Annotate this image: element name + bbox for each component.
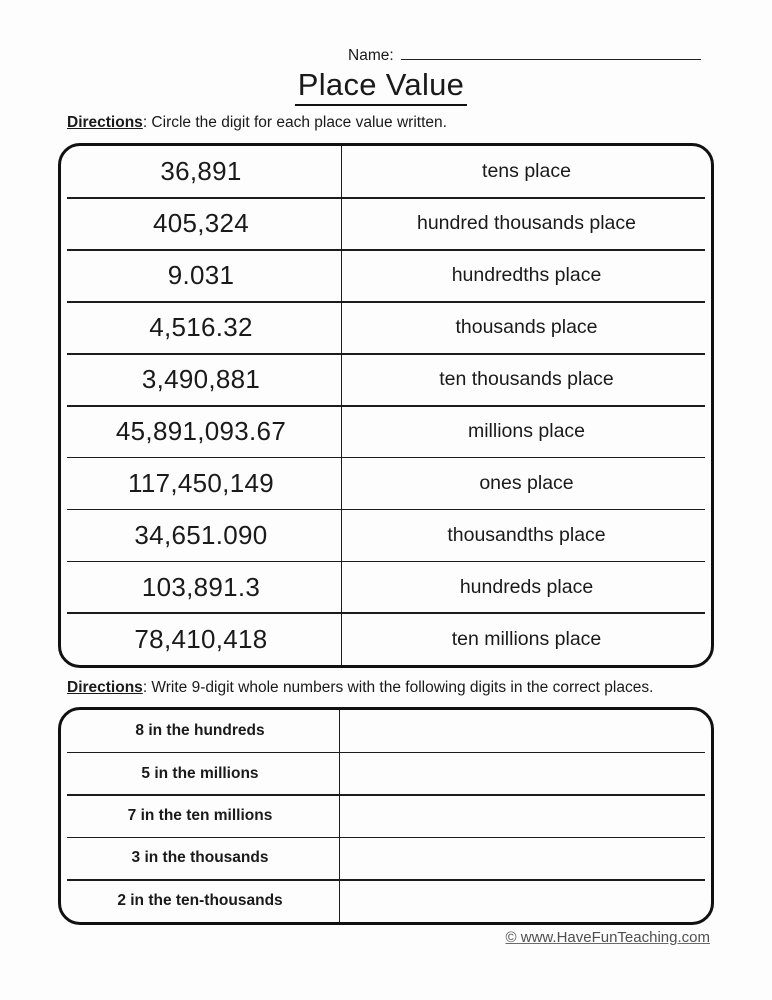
place-cell: ten thousands place	[439, 368, 614, 391]
table-row	[61, 509, 711, 561]
number-cell: 3,490,881	[61, 354, 342, 406]
number-cell: 117,450,149	[61, 457, 342, 509]
title-wrap	[0, 67, 762, 106]
table-row	[61, 613, 711, 665]
table-row	[61, 406, 711, 458]
table-row	[61, 880, 711, 922]
place-cell: ten millions place	[451, 627, 602, 650]
name-row	[348, 46, 701, 65]
copyright-credit: © www.HaveFunTeaching.com	[505, 929, 710, 946]
directions-1-text: : Circle the digit for each place value written.	[142, 114, 447, 131]
directions-2-text: : Write 9-digit whole numbers with the following digits in the correct places.	[142, 679, 654, 696]
answer-cell[interactable]	[340, 837, 711, 879]
table-row	[61, 250, 711, 302]
table-row	[61, 146, 711, 198]
place-cell: hundreds place	[459, 575, 594, 598]
number-cell: 103,891.3	[61, 561, 342, 613]
table-row	[61, 837, 711, 879]
table-row	[61, 710, 711, 752]
place-cell: ones place	[479, 471, 574, 494]
place-cell: hundredths place	[451, 264, 602, 287]
answer-cell[interactable]	[340, 710, 711, 752]
name-label: Name:	[348, 47, 394, 64]
number-cell: 36,891	[61, 146, 342, 198]
number-cell: 4,516.32	[61, 302, 342, 354]
table-row	[61, 354, 711, 406]
table-row	[61, 198, 711, 250]
place-cell: hundred thousands place	[416, 212, 636, 235]
table-row	[61, 457, 711, 509]
place-cell: thousands place	[455, 316, 598, 339]
number-cell: 34,651.090	[61, 509, 342, 561]
table-row	[61, 302, 711, 354]
digit-instruction-cell: 3 in the thousands	[61, 837, 340, 879]
digit-instruction-cell: 7 in the ten millions	[61, 795, 340, 837]
name-input-line[interactable]	[401, 46, 701, 60]
table-row	[61, 752, 711, 794]
number-cell: 9.031	[61, 250, 342, 302]
place-cell: thousandths place	[447, 523, 606, 546]
directions-1-label: Directions	[67, 114, 143, 131]
write-number-table	[58, 707, 714, 925]
number-cell: 45,891,093.67	[61, 406, 342, 458]
number-cell: 78,410,418	[61, 613, 342, 665]
number-cell: 405,324	[61, 198, 342, 250]
place-cell: tens place	[482, 160, 571, 183]
table-row	[61, 795, 711, 837]
answer-cell[interactable]	[340, 880, 711, 922]
answer-cell[interactable]	[340, 795, 711, 837]
directions-1	[67, 114, 447, 132]
digit-instruction-cell: 8 in the hundreds	[61, 710, 340, 752]
answer-cell[interactable]	[340, 752, 711, 794]
digit-instruction-cell: 2 in the ten-thousands	[61, 880, 340, 922]
page-title: Place Value	[295, 67, 467, 106]
directions-2-label: Directions	[67, 679, 143, 696]
place-value-table	[58, 143, 714, 668]
directions-2	[67, 679, 653, 697]
place-cell: millions place	[467, 419, 586, 442]
table-row	[61, 561, 711, 613]
digit-instruction-cell: 5 in the millions	[61, 752, 340, 794]
